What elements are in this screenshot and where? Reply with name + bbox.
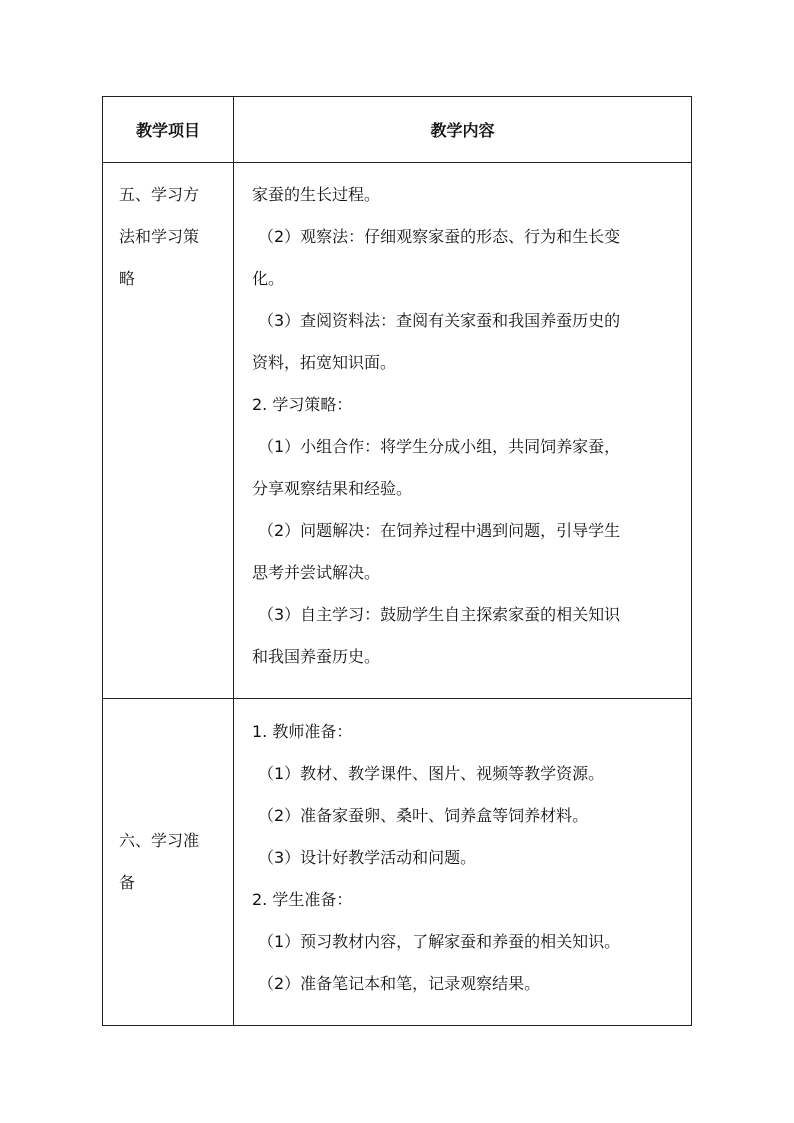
- content-line: 思考并尝试解决。: [252, 563, 381, 582]
- item-line: 备: [119, 873, 136, 892]
- content-line: （1）预习教材内容，了解家蚕和养蚕的相关知识。: [258, 932, 621, 951]
- content-line: （2）准备笔记本和笔，记录观察结果。: [258, 974, 541, 993]
- content-line: （3）查阅资料法：查阅有关家蚕和我国养蚕历史的: [258, 311, 621, 330]
- content-line: 2. 学生准备：: [252, 890, 353, 909]
- content-line: 家蚕的生长过程。: [252, 185, 381, 204]
- table-row: [103, 163, 692, 699]
- table-row: [103, 699, 692, 1026]
- content-line: （1）小组合作：将学生分成小组，共同饲养家蚕，: [258, 437, 621, 456]
- item-learning-methods: [103, 163, 234, 699]
- content-line: （1）教材、教学课件、图片、视频等教学资源。: [258, 764, 605, 783]
- content-line: 资料，拓宽知识面。: [252, 353, 397, 372]
- lesson-plan-table: [102, 96, 692, 1026]
- item-line: 略: [119, 269, 136, 288]
- content-line: （3）自主学习：鼓励学生自主探索家蚕的相关知识: [258, 605, 621, 624]
- item-line: 法和学习策: [119, 227, 200, 246]
- item-line: 六、学习准: [119, 831, 200, 850]
- content-line: （2）准备家蚕卵、桑叶、饲养盒等饲养材料。: [258, 806, 589, 825]
- item-line: 五、学习方: [119, 185, 200, 204]
- header-teaching-item: 教学项目: [103, 97, 234, 163]
- content-line: 化。: [252, 269, 285, 288]
- item-learning-preparation: [103, 699, 234, 1026]
- table-header-row: [103, 97, 692, 163]
- content-line: 分享观察结果和经验。: [252, 479, 413, 498]
- content-line: （3）设计好教学活动和问题。: [258, 848, 477, 867]
- content-line: 和我国养蚕历史。: [252, 647, 381, 666]
- content-line: 2. 学习策略：: [252, 395, 353, 414]
- header-teaching-content: 教学内容: [234, 97, 692, 163]
- content-learning-methods: [234, 163, 692, 699]
- content-line: 1. 教师准备：: [252, 722, 353, 741]
- content-line: （2）观察法：仔细观察家蚕的形态、行为和生长变: [258, 227, 621, 246]
- content-line: （2）问题解决：在饲养过程中遇到问题，引导学生: [258, 521, 621, 540]
- content-learning-preparation: [234, 699, 692, 1026]
